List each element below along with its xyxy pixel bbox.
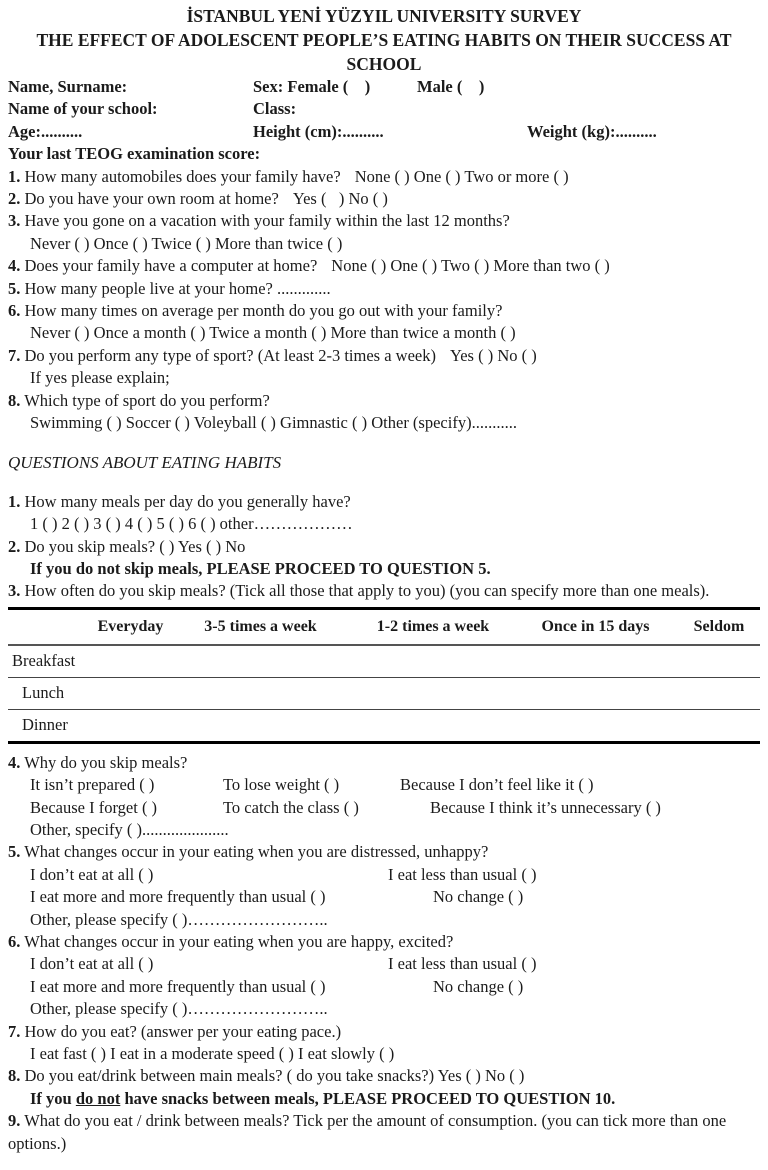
table-cell <box>513 709 678 742</box>
note-underlined-text: do not <box>75 1088 121 1108</box>
eating-question-2-skip-note: If you do not skip meals, PLEASE PROCEED TO QUESTION 5. <box>30 559 491 579</box>
eating-question-8-skip-note <box>30 1088 760 1110</box>
question-text: How often do you skip meals? (Tick all those that apply to you) (you can specify more than one meals). <box>24 581 710 601</box>
answer-options: Yes ( ) No ( ) <box>449 345 537 365</box>
table-cell <box>353 645 513 678</box>
question-number: 5. <box>8 278 21 298</box>
general-question-5 <box>8 278 760 300</box>
table-row-lunch <box>8 677 760 709</box>
question-number: 4. <box>8 752 21 772</box>
question-number: 2. <box>8 188 21 208</box>
question-number: 3. <box>8 211 21 231</box>
question-text: Do you skip meals? ( ) Yes ( ) No <box>24 536 246 556</box>
age-field: Age:.......... <box>8 121 83 141</box>
eating-question-7 <box>8 1021 760 1043</box>
row-label-lunch: Lunch <box>8 677 93 709</box>
question-text: How many times on average per month do you go out with your family? <box>24 301 503 320</box>
option: I don’t eat at all ( ) <box>30 954 154 974</box>
class-label: Class: <box>253 99 297 119</box>
table-header-row <box>8 608 760 645</box>
note-suffix: have snacks between meals, PLEASE PROCEED TO QUESTION 10. <box>120 1088 616 1108</box>
general-question-1 <box>8 166 760 188</box>
height-field: Height (cm):.......... <box>253 121 384 141</box>
option: Because I think it’s unnecessary ( ) <box>430 797 661 817</box>
question-number: 8. <box>8 1066 21 1086</box>
table-cell <box>93 709 168 742</box>
table-cell <box>678 677 760 709</box>
name-surname-label: Name, Surname: <box>8 77 128 96</box>
answer-options: None ( ) One ( ) Two or more ( ) <box>354 166 569 186</box>
question-text: Do you have your own room at home? <box>24 188 279 208</box>
option: I eat more and more frequently than usual ( ) <box>30 976 326 996</box>
title-line-2: THE EFFECT OF ADOLESCENT PEOPLE’S EATING HABITS ON THEIR SUCCESS AT <box>36 30 732 50</box>
eating-question-5 <box>8 841 760 863</box>
question-text: How many automobiles does your family have? <box>24 166 341 186</box>
question-text: Does your family have a computer at home? <box>24 256 318 276</box>
info-row-school-class <box>8 98 760 120</box>
question-number: 5. <box>8 842 21 862</box>
eating-question-4-other-option: Other, specify ( )..................... <box>30 820 229 840</box>
question-text: How do you eat? (answer per your eating pace.) <box>24 1021 342 1041</box>
eating-question-1-options: 1 ( ) 2 ( ) 3 ( ) 4 ( ) 5 ( ) 6 ( ) other……………… <box>30 514 353 534</box>
eating-question-3 <box>8 580 760 602</box>
question-number: 4. <box>8 256 21 276</box>
general-question-3-options: Never ( ) Once ( ) Twice ( ) More than twice ( ) <box>30 233 343 253</box>
table-header-1-2-times: 1-2 times a week <box>353 608 513 645</box>
general-question-8 <box>8 390 760 412</box>
table-header-everyday: Everyday <box>93 608 168 645</box>
row-label-dinner: Dinner <box>22 715 68 735</box>
table-cell <box>353 709 513 742</box>
note-prefix: If you <box>30 1088 76 1108</box>
question-number: 7. <box>8 345 21 365</box>
option: It isn’t prepared ( ) <box>30 775 155 795</box>
table-row-dinner <box>8 709 760 742</box>
option: I eat more and more frequently than usual ( ) <box>30 887 326 907</box>
table-cell <box>168 709 353 742</box>
question-text: Why do you skip meals? <box>24 752 188 772</box>
eating-question-1 <box>8 491 760 513</box>
question-number: 1. <box>8 491 21 511</box>
eating-habits-section-heading: QUESTIONS ABOUT EATING HABITS <box>8 453 282 473</box>
question-text: Do you eat/drink between main meals? ( do you take snacks?) Yes ( ) No ( ) <box>24 1066 525 1086</box>
question-text: What changes occur in your eating when you are distressed, unhappy? <box>24 842 489 862</box>
question-number: 6. <box>8 301 21 320</box>
eating-habits-section <box>8 491 760 603</box>
table-cell <box>513 645 678 678</box>
info-row-name-sex <box>8 76 760 98</box>
meal-skip-frequency-table <box>8 607 760 744</box>
sex-female-field: Sex: Female ( ) <box>253 77 371 96</box>
question-text: What changes occur in your eating when you are happy, excited? <box>24 932 454 952</box>
question-text: What do you eat / drink between meals? Tick per the amount of consumption. (you can tick more than one options.) <box>8 1111 727 1153</box>
school-name-label: Name of your school: <box>8 99 158 119</box>
table-header-3-5-times: 3-5 times a week <box>168 608 353 645</box>
eating-question-5-options-row-2 <box>8 886 760 908</box>
eating-question-5-other-option: Other, please specify ( )…………………….. <box>30 909 328 929</box>
option: No change ( ) <box>433 887 524 907</box>
eating-question-8 <box>8 1065 760 1087</box>
eating-question-6 <box>8 931 760 953</box>
general-question-6-options: Never ( ) Once a month ( ) Twice a month ( ) More than twice a month ( ) <box>30 323 516 343</box>
table-cell <box>678 709 760 742</box>
general-question-7-note: If yes please explain; <box>30 368 170 388</box>
table-cell <box>678 645 760 678</box>
title-line-3: SCHOOL <box>346 54 422 74</box>
option: I eat less than usual ( ) <box>388 864 537 884</box>
survey-title <box>8 4 760 76</box>
eating-question-4-options-row-2 <box>8 797 760 819</box>
question-text: How many people live at your home? ............. <box>24 278 331 298</box>
eating-question-9 <box>8 1110 760 1155</box>
eating-question-6-other-option: Other, please specify ( )…………………….. <box>30 999 328 1019</box>
general-question-7 <box>8 345 760 367</box>
table-cell <box>168 677 353 709</box>
answer-options: None ( ) One ( ) Two ( ) More than two ( ) <box>331 256 610 276</box>
general-question-4 <box>8 255 760 277</box>
table-cell <box>168 645 353 678</box>
eating-question-7-options: I eat fast ( ) I eat in a moderate speed ( ) I eat slowly ( ) <box>30 1044 395 1064</box>
option: I eat less than usual ( ) <box>388 954 537 974</box>
eating-question-4-options-row-1 <box>8 774 760 796</box>
question-text: Do you perform any type of sport? (At least 2-3 times a week) <box>24 345 436 365</box>
table-cell <box>93 677 168 709</box>
question-number: 7. <box>8 1021 21 1041</box>
question-text: Which type of sport do you perform? <box>24 390 270 410</box>
table-header-empty <box>8 608 93 645</box>
answer-options: Yes ( ) No ( ) <box>292 188 388 208</box>
eating-question-4 <box>8 752 760 774</box>
option: To catch the class ( ) <box>223 797 359 817</box>
eating-question-5-options-row-1 <box>8 864 760 886</box>
table-header-seldom: Seldom <box>678 608 760 645</box>
info-row-age-height-weight <box>8 121 760 143</box>
title-line-1: İSTANBUL YENİ YÜZYIL UNIVERSITY SURVEY <box>186 6 582 26</box>
eating-question-2 <box>8 536 760 558</box>
option: Because I forget ( ) <box>30 797 158 817</box>
question-number: 9. <box>8 1111 21 1131</box>
question-text: Have you gone on a vacation with your family within the last 12 months? <box>24 211 510 231</box>
eating-question-6-options-row-2 <box>8 976 760 998</box>
weight-field: Weight (kg):.......... <box>527 121 657 141</box>
general-question-3 <box>8 210 760 232</box>
info-row-teog <box>8 143 760 165</box>
table-row-breakfast <box>8 645 760 678</box>
question-number: 2. <box>8 536 21 556</box>
question-number: 1. <box>8 166 21 186</box>
question-number: 8. <box>8 390 21 410</box>
option: Because I don’t feel like it ( ) <box>400 775 594 795</box>
row-label-breakfast: Breakfast <box>8 645 93 678</box>
general-question-8-options: Swimming ( ) Soccer ( ) Voleyball ( ) Gimnastic ( ) Other (specify)........... <box>30 413 517 433</box>
general-question-6 <box>8 300 760 322</box>
teog-score-label: Your last TEOG examination score: <box>8 144 261 164</box>
question-text: How many meals per day do you generally have? <box>24 491 351 511</box>
general-question-2 <box>8 188 760 210</box>
option: I don’t eat at all ( ) <box>30 864 154 884</box>
option: To lose weight ( ) <box>223 775 340 795</box>
table-cell <box>93 645 168 678</box>
question-number: 3. <box>8 581 21 601</box>
table-cell <box>353 677 513 709</box>
table-cell <box>513 677 678 709</box>
table-header-once-15-days: Once in 15 days <box>513 608 678 645</box>
option: No change ( ) <box>433 976 524 996</box>
question-number: 6. <box>8 932 21 952</box>
eating-question-6-options-row-1 <box>8 953 760 975</box>
sex-male-field: Male ( ) <box>417 77 485 96</box>
